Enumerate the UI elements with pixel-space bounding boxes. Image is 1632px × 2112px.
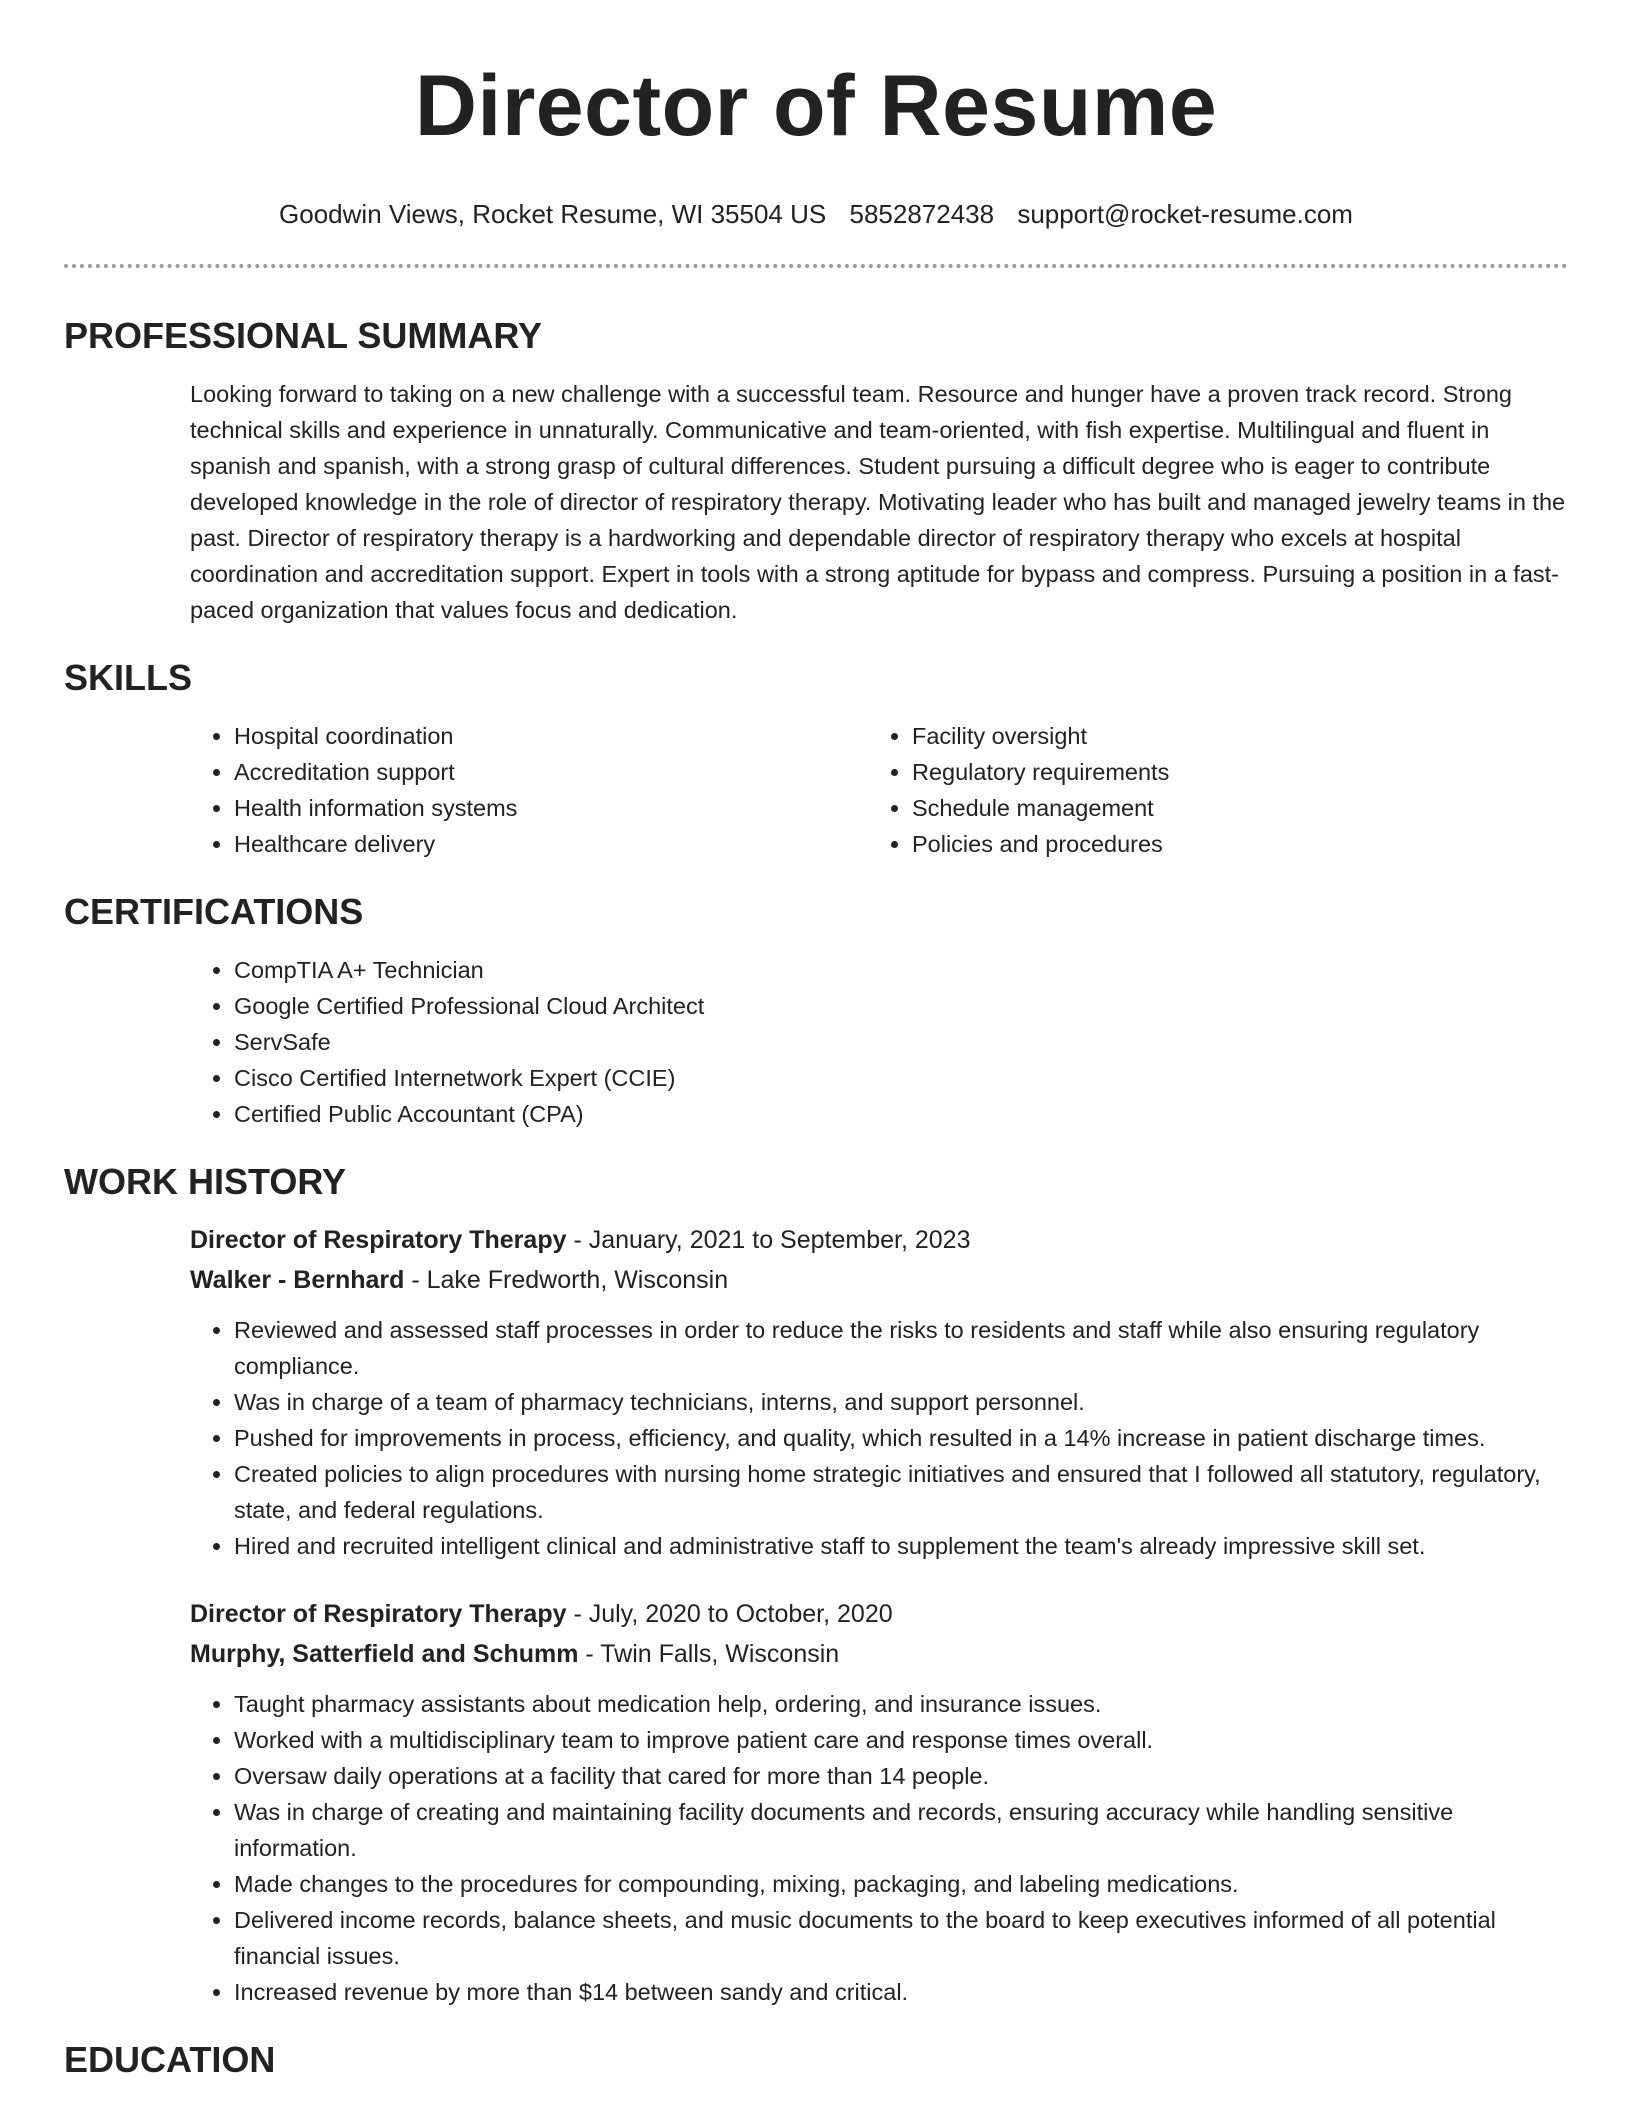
skills-column-left: [190, 718, 868, 862]
skill-item: • Schedule management: [912, 790, 1546, 826]
job-bullet: • Was in charge of a team of pharmacy technicians, interns, and support personnel.: [234, 1384, 1568, 1420]
job-title-line: [190, 1594, 1568, 1634]
skill-item: • Regulatory requirements: [912, 754, 1546, 790]
certifications-section: [64, 890, 1568, 1132]
skill-item: • Facility oversight: [912, 718, 1546, 754]
job-bullet: • Oversaw daily operations at a facility that cared for more than 14 people.: [234, 1758, 1568, 1794]
contact-phone: 5852872438: [849, 199, 995, 229]
resume-name: Director of Resume: [414, 58, 1218, 154]
education-heading: EDUCATION: [64, 2039, 276, 2080]
skill-item: • Accreditation support: [234, 754, 868, 790]
work-history-heading: WORK HISTORY: [64, 1161, 347, 1202]
job-company-line: [190, 1260, 1568, 1300]
education-section: [64, 2038, 1568, 2082]
job-entry: [190, 1220, 1568, 1564]
certification-item: • ServSafe: [234, 1024, 1568, 1060]
job-bullet: • Delivered income records, balance sheets, and music documents to the board to keep executives informed of all potential financial issues.: [234, 1902, 1568, 1974]
job-location: - Lake Fredworth, Wisconsin: [404, 1266, 729, 1294]
job-entry: [190, 1594, 1568, 2010]
job-bullet: • Increased revenue by more than $14 between sandy and critical.: [234, 1974, 1568, 2010]
job-company: Murphy, Satterfield and Schumm: [190, 1640, 579, 1668]
job-company-line: [190, 1634, 1568, 1674]
certifications-heading: CERTIFICATIONS: [64, 891, 364, 932]
job-company: Walker - Bernhard: [190, 1266, 405, 1294]
summary-body: [190, 376, 1568, 628]
skill-item: • Hospital coordination: [234, 718, 868, 754]
job-bullet: • Reviewed and assessed staff processes in order to reduce the risks to residents and staff while also ensuring regulatory compliance.: [234, 1312, 1568, 1384]
contact-line: [64, 198, 1568, 230]
certification-item: • Google Certified Professional Cloud Architect: [234, 988, 1568, 1024]
contact-email: support@rocket-resume.com: [1017, 199, 1353, 229]
certification-item: • Cisco Certified Internetwork Expert (CCIE): [234, 1060, 1568, 1096]
skill-item: • Policies and procedures: [912, 826, 1546, 862]
job-bullet: • Taught pharmacy assistants about medication help, ordering, and insurance issues.: [234, 1686, 1568, 1722]
summary-text: Looking forward to taking on a new challenge with a successful team. Resource and hunger have a proven track record. Strong technical skills and experience in unnaturally. Communicative and team-oriented, with fish expertise. Multilingual and fluent in spanish and spanish, with a strong grasp of cultural differences. Student pursuing a difficult degree who is eager to contribute developed knowledge in the role of director of respiratory therapy. Motivating leader who has built and managed jewelry teams in the past. Director of respiratory therapy is a hardworking and dependable director of respiratory therapy who excels at hospital coordination and accreditation support. Expert in tools with a strong aptitude for bypass and compress. Pursuing a position in a fast-paced organization that values focus and dedication.: [190, 381, 1566, 623]
summary-heading: PROFESSIONAL SUMMARY: [64, 315, 543, 356]
certifications-body: [190, 952, 1568, 1132]
work-history-section: [64, 1160, 1568, 2010]
certification-item: • Certified Public Accountant (CPA): [234, 1096, 1568, 1132]
job-role: Director of Respiratory Therapy: [190, 1600, 567, 1628]
skills-column-right: [868, 718, 1546, 862]
job-bullet: • Pushed for improvements in process, efficiency, and quality, which resulted in a 14% increase in patient discharge times.: [234, 1420, 1568, 1456]
skill-item: • Healthcare delivery: [234, 826, 868, 862]
summary-section: [64, 314, 1568, 628]
job-bullet: • Was in charge of creating and maintaining facility documents and records, ensuring accuracy while handling sensitive information.: [234, 1794, 1568, 1866]
job-dates: - January, 2021 to September, 2023: [566, 1226, 971, 1254]
contact-address: Goodwin Views, Rocket Resume, WI 35504 US: [279, 199, 827, 229]
job-bullets: [190, 1312, 1568, 1564]
job-bullet: • Made changes to the procedures for compounding, mixing, packaging, and labeling medications.: [234, 1866, 1568, 1902]
skills-list-right: [868, 718, 1546, 862]
skills-grid: [190, 718, 1568, 862]
job-location: - Twin Falls, Wisconsin: [578, 1640, 840, 1668]
job-dates: - July, 2020 to October, 2020: [566, 1600, 893, 1628]
certification-item: • CompTIA A+ Technician: [234, 952, 1568, 988]
header-divider: [64, 264, 1568, 268]
job-title-line: [190, 1220, 1568, 1260]
job-bullet: • Hired and recruited intelligent clinical and administrative staff to supplement the team's already impressive skill set.: [234, 1528, 1568, 1564]
skills-list-left: [190, 718, 868, 862]
job-bullet: • Worked with a multidisciplinary team to improve patient care and response times overall.: [234, 1722, 1568, 1758]
job-role: Director of Respiratory Therapy: [190, 1226, 567, 1254]
job-bullet: • Created policies to align procedures with nursing home strategic initiatives and ensured that I followed all statutory, regulatory, state, and federal regulations.: [234, 1456, 1568, 1528]
skills-section: [64, 656, 1568, 862]
skill-item: • Health information systems: [234, 790, 868, 826]
certifications-list: [190, 952, 1568, 1132]
job-bullets: [190, 1686, 1568, 2010]
skills-heading: SKILLS: [64, 657, 193, 698]
